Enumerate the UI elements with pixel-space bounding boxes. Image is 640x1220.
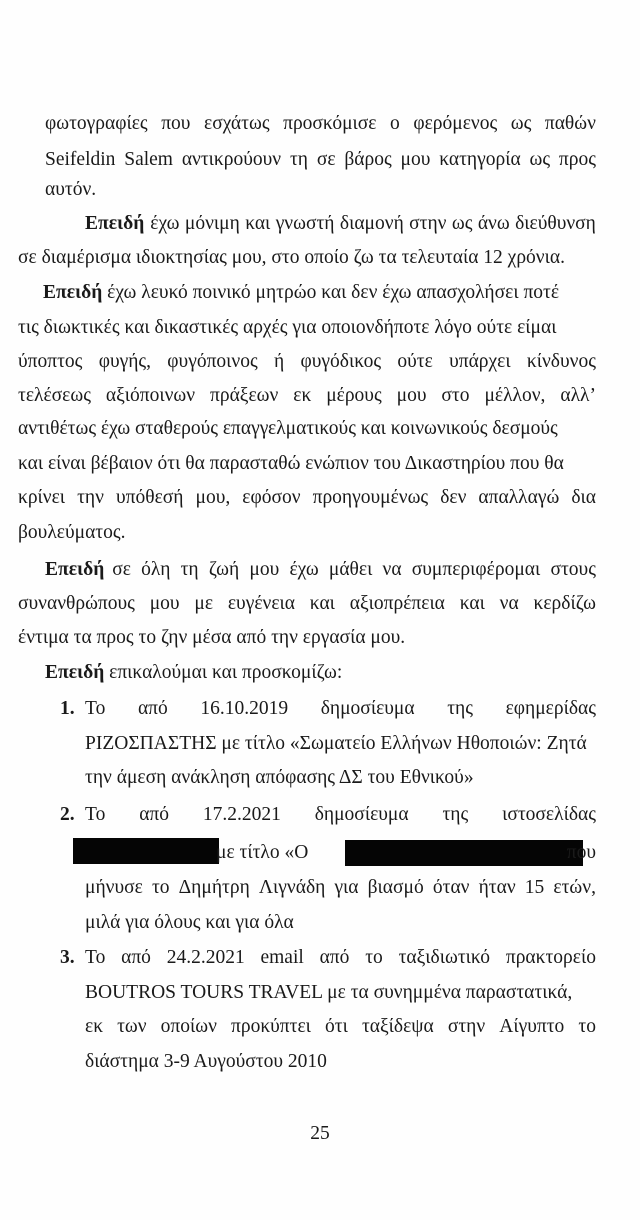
word: στην [447,1016,486,1037]
word: μέλλον, [484,385,546,406]
word: για [334,877,359,898]
text-line: αντιθέτως έχω σταθερούς επαγγελματικούς και κοινωνικούς δεσμούς [18,418,558,439]
word: υπάρχει [449,351,511,372]
list-item-line [85,805,596,825]
text-line [18,488,596,508]
list-item-line [73,838,596,866]
text-span: επικαλούμαι και προσκομίζω: [109,662,343,683]
list-item-number: 1. [60,698,75,719]
word: εκ [293,385,312,406]
word: από [319,947,350,968]
word: φυγόδικος [300,351,382,372]
word: ως [510,113,532,134]
list-item-line: BOUTROS TOURS TRAVEL με τα συνημμένα παραστατικά, [85,982,573,1003]
text-span: έχω λευκό ποινικό μητρώο και δεν έχω απασχολήσει ποτέ [107,282,560,303]
word: ετών, [553,877,596,898]
paragraph-lead: Επειδή [43,282,103,303]
word: μου [149,593,180,614]
paragraph-lead-line [43,283,559,303]
word: σε [112,559,131,580]
word: να [499,593,519,614]
word: και [245,213,271,234]
word: δημοσίευμα [314,804,409,825]
word: μάθει [328,559,373,580]
word: Λιγνάδη [258,877,326,898]
word: τελέσεως [18,385,91,406]
paragraph-lead: Επειδή [45,559,105,580]
word: που [161,113,191,134]
word: ταξίδεψα [361,1016,434,1037]
word: μου [396,385,427,406]
list-item-number: 2. [60,804,75,825]
word: της [447,698,473,719]
word: στην [409,213,447,234]
word: μόνιμη [184,213,240,234]
word: κίνδυνος [526,351,596,372]
text-line: αυτόν. [45,179,97,200]
word: ο [390,113,400,134]
list-item-line [85,1017,596,1037]
word: έχω [150,213,180,234]
word: βιασμό [367,877,424,898]
list-item-line: ΡΙΖΟΣΠΑΣΤΗΣ με τίτλο «Σωματείο Ελλήνων Ηθοποιών: Ζητά [85,733,587,754]
word: Το [85,804,106,825]
word: email [260,947,304,968]
word: σε [316,149,336,170]
list-item-line [85,699,596,719]
word: παθών [544,113,596,134]
word: μήνυσε [85,877,143,898]
word: φυγής, [98,351,152,372]
word: υπόθεσή [115,487,184,508]
word: δημοσίευμα [320,698,415,719]
word: στο [441,385,470,406]
text-line: και είναι βέβαιον ότι θα παρασταθώ ενώπιον του Δικαστηρίου που θα [18,453,564,474]
word: προσκόμισε [283,113,377,134]
word: εκ [85,1016,104,1037]
word: αλλ’ [560,385,596,406]
paragraph-lead: Επειδή [85,213,145,234]
text-line: τις διωκτικές και δικαστικές αρχές για οποιονδήποτε λόγο ούτε είμαι [18,317,557,338]
word: πράξεων [210,385,279,406]
word: ως [451,213,473,234]
word: άνω [477,213,510,234]
word: από [139,804,169,825]
word: μου [249,559,280,580]
word: όταν [432,877,470,898]
word: φυγόποινος [167,351,258,372]
word: αξιόποινων [105,385,196,406]
word: Salem [124,149,173,170]
word: ή [274,351,285,372]
word: από [137,698,168,719]
list-item-line: διάστημα 3-9 Αυγούστου 2010 [85,1051,327,1072]
text-line [18,594,596,614]
word: αντικρούουν [181,149,282,170]
word: κερδίζω [533,593,596,614]
word: 16.10.2019 [200,698,289,719]
word: προηγουμένως [312,487,429,508]
word: και [309,593,335,614]
word: πρακτορείο [505,947,596,968]
word: δεν [440,487,467,508]
word: έχω [289,559,319,580]
word: 24.2.2021 [166,947,245,968]
word: εφόσον [242,487,301,508]
word: βάρος [344,149,392,170]
word: τη [180,559,199,580]
word: την [77,487,104,508]
word: προς [558,149,596,170]
page-number: 25 [310,1123,330,1144]
word: συνανθρώπους [18,593,135,614]
word: με [194,593,214,614]
text-line [45,114,596,134]
text-line [150,214,596,234]
word: απαλλαγώ [478,487,560,508]
list-item-line: την άμεση ανάκληση απόφασης ΔΣ του Εθνικού» [85,767,474,788]
word: Το [85,947,106,968]
word: από [121,947,151,968]
word: κρίνει [18,487,66,508]
word: το [578,1016,596,1037]
word: 15 [524,877,545,898]
word: στους [550,559,596,580]
word: εφημερίδας [505,698,596,719]
word: φερόμενος [413,113,498,134]
word: και [459,593,485,614]
word: Seifeldin [45,149,116,170]
redaction-box [345,840,583,866]
word: ως [529,149,551,170]
word: ζωή [208,559,240,580]
paragraph-lead-line [85,214,596,234]
text-line [45,150,596,170]
word: ευγένεια [227,593,295,614]
word: συμπεριφέρομαι [411,559,541,580]
word: ύποπτος [18,351,83,372]
word: ιστοσελίδας [502,804,596,825]
word: ότι [325,1016,348,1037]
word: δια [571,487,596,508]
word: εσχάτως [204,113,270,134]
word: οποίων [160,1016,217,1037]
list-item-number: 3. [60,947,75,968]
text-line [18,352,596,372]
word: να [382,559,402,580]
word: Δημήτρη [178,877,250,898]
paragraph-lead-line [45,663,342,683]
list-item-line: μιλά για όλους και για όλα [85,912,294,933]
word: Το [85,698,106,719]
word: μου [400,149,431,170]
word: φωτογραφίες [45,113,148,134]
word: κατηγορία [439,149,521,170]
text-span: με τίτλο «Ο [216,842,309,863]
word: όλη [141,559,171,580]
text-span: που [566,842,596,863]
list-item-line [85,878,596,898]
word: μέρους [326,385,382,406]
word: γνωστή [275,213,335,234]
paragraph-lead: Επειδή [45,662,105,683]
word: μου, [195,487,231,508]
word: τη [289,149,308,170]
word: 17.2.2021 [202,804,281,825]
word: των [117,1016,147,1037]
word: προκύπτει [231,1016,311,1037]
redaction-box [73,838,219,864]
word: το [365,947,383,968]
word: αξιοπρέπεια [349,593,445,614]
list-item-line [85,948,596,968]
text-line: σε διαμέρισμα ιδιοκτησίας μου, στο οποίο ζω τα τελευταία 12 χρόνια. [18,247,565,268]
word: διαμονή [339,213,404,234]
word: ούτε [397,351,433,372]
word: της [442,804,469,825]
word: ήταν [478,877,516,898]
text-line [18,386,596,406]
word: διεύθυνση [515,213,596,234]
paragraph-lead-line [45,560,596,580]
word: Αίγυπτο [499,1016,565,1037]
text-line: βουλεύματος. [18,522,126,543]
text-line [112,560,596,580]
text-line: έντιμα τα προς το ζην μέσα από την εργασία μου. [18,627,406,648]
word: το [151,877,170,898]
word: ταξιδιωτικό [398,947,491,968]
